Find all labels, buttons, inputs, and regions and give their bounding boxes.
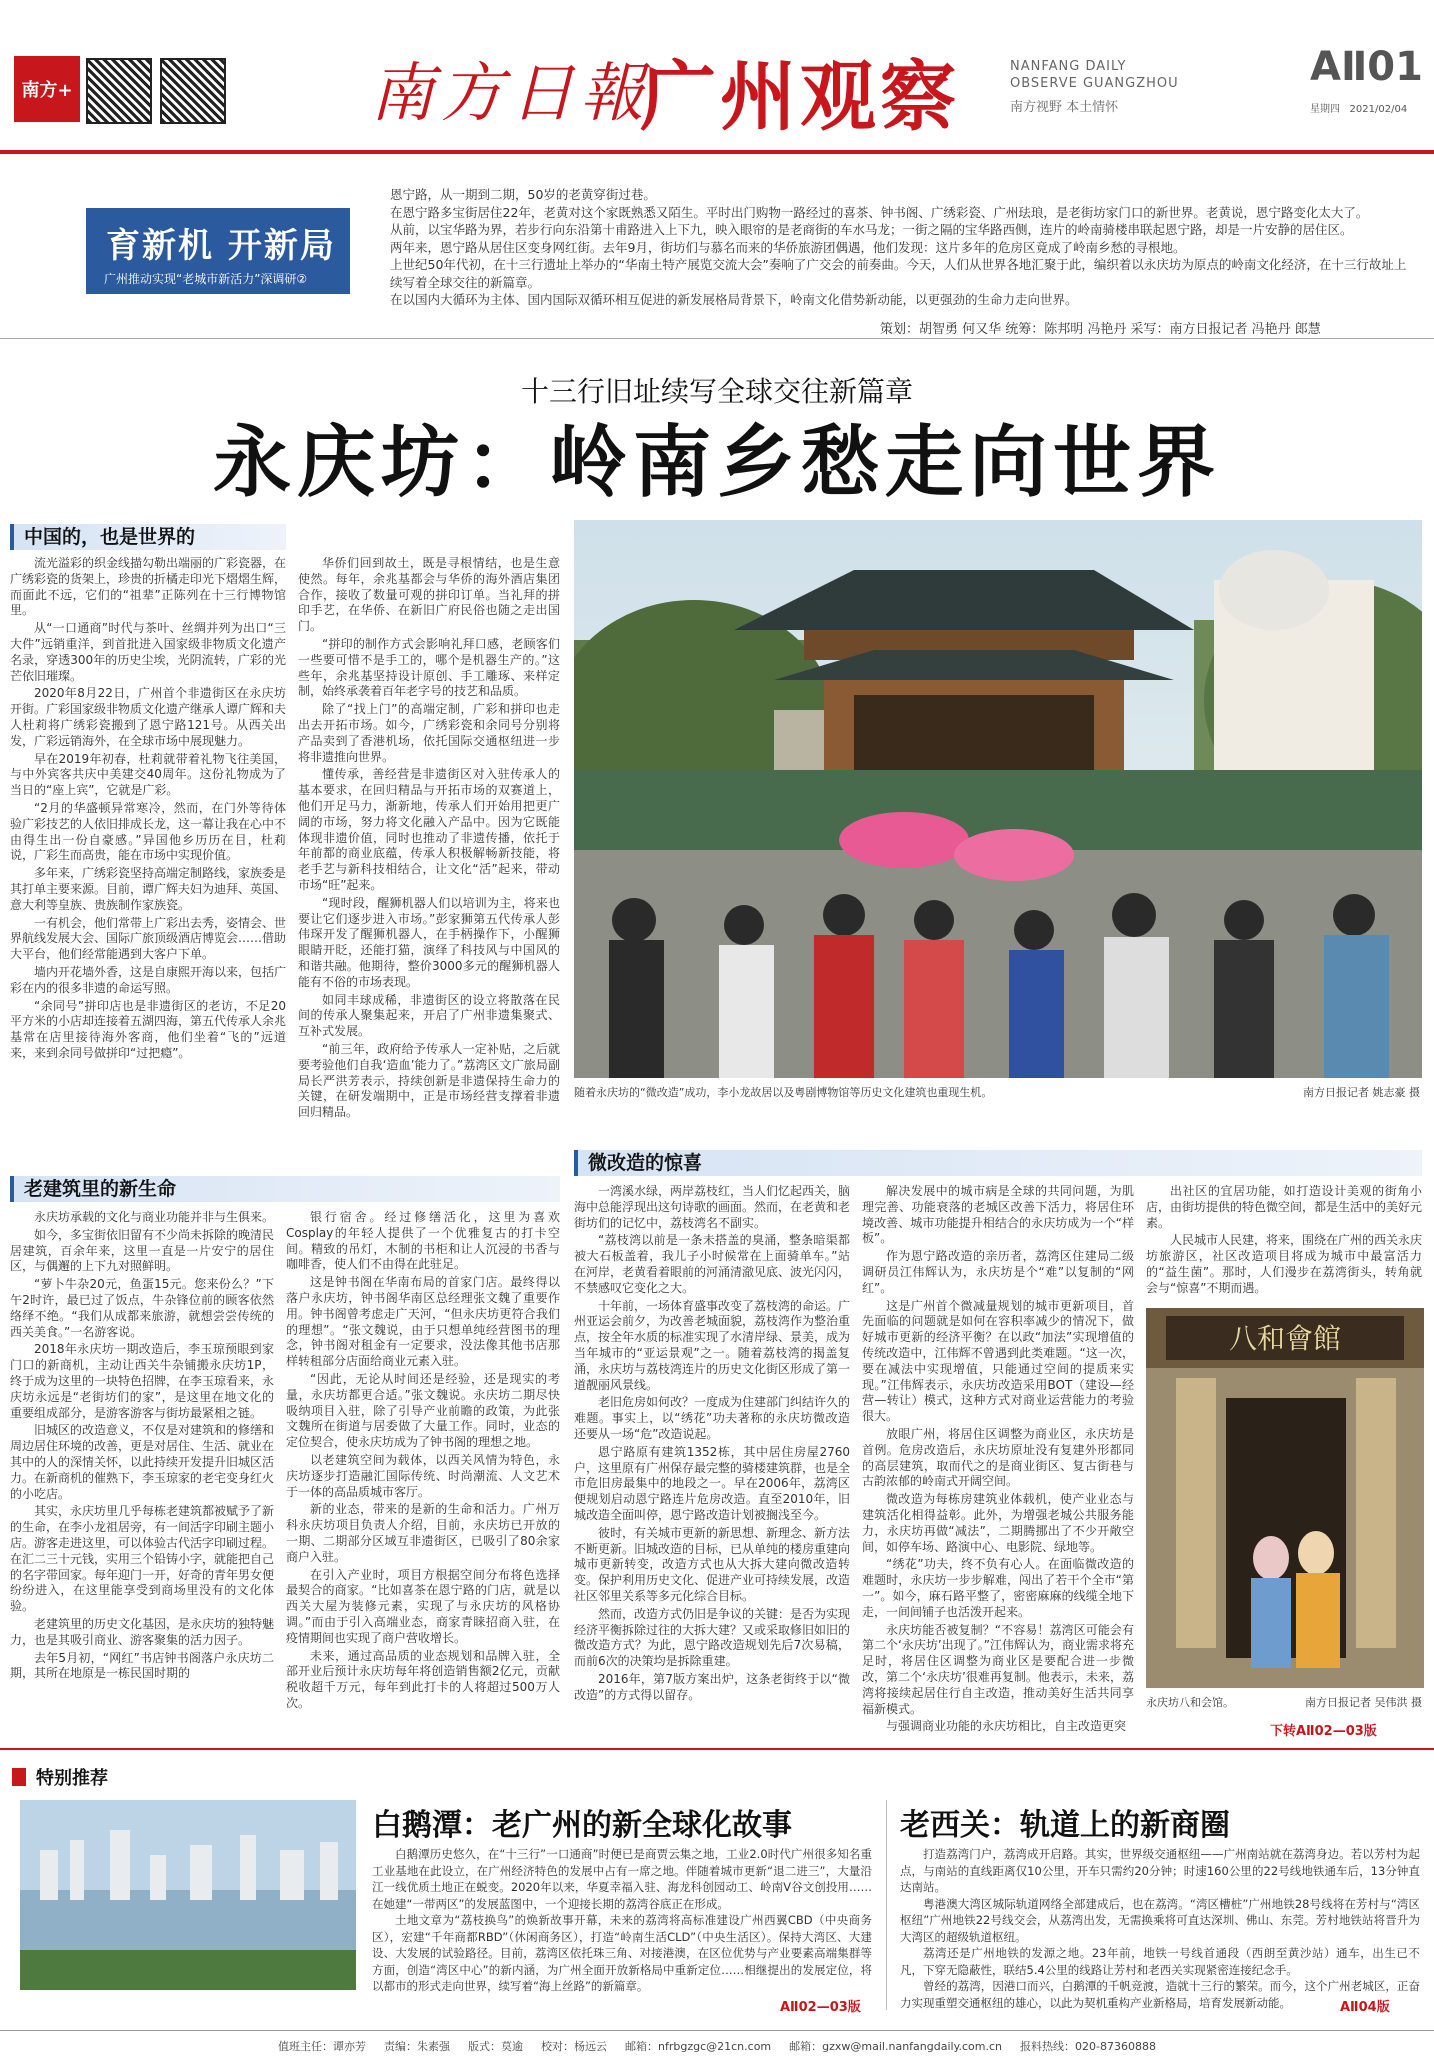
paragraph: 放眼广州，将居住区调整为商业区，永庆坊是首例。危房改造后，永庆坊原址没有复建外形都同的高层建筑，取而代之的是商业街区、复古街巷与古韵浓郁的岭南式开阔空间。 — [862, 1426, 1134, 1489]
paragraph: 老建筑里的历史文化基因，是永庆坊的独特魅力，也是其吸引商业、游客聚集的活力因子。 — [10, 1616, 275, 1647]
qr-code-1 — [86, 58, 152, 124]
paragraph: 与强调商业功能的永庆坊相比，自主改造更突 — [886, 1719, 1127, 1734]
paragraph: 华侨们回到故土，既是寻根情结，也是生意使然。每年，余兆基都会与华侨的海外酒店集团合作，接收了数量可观的拼印订单。当礼拜的拼印手艺，在华侨、在新旧广府民俗也随之走出国门。 — [298, 556, 560, 634]
footer-item: 报料热线：020-87360888 — [1020, 2040, 1156, 2053]
intro-paragraph: 在恩宁路多宝街居住22年，老黄对这个家既熟悉又陌生。平时出门购物一路经过的喜茶、钟书阁、广绣彩瓷、广州珐琅，是老街坊家门口的新世界。老黄说，恩宁路变化太大了。 — [390, 204, 1369, 220]
paragraph: 多年来，广绣彩瓷坚持高端定制路线，家族委是其打单主要来源。目前，谭广辉夫妇为迪拜、英国、意大利等皇族、贵族制作家族瓷。 — [10, 866, 287, 912]
photo-credit: 南方日报记者 姚志豪 摄 — [1303, 1086, 1420, 1099]
masthead-rule — [0, 150, 1434, 154]
column-1 — [10, 556, 286, 1064]
en-line1: NANFANG DAILY — [1010, 59, 1127, 74]
story2-text — [900, 1846, 1420, 2011]
paragraph: 未来，通过高品质的业态规划和品牌入驻，全部开业后预计永庆坊每年将创造销售额2亿元，贡献税收超千万元，每年到此打卡的人将超过500万人次。 — [286, 1648, 560, 1710]
paragraph: “现时段，醒狮机器人们以培训为主，将来也要让它们逐步进入市场。”彭家狮第五代传承人彭伟琛开发了醒狮机器人，在手柄操作下，小醒狮眼睛开眨，还能打猫，演绎了科技风与中国风的和谐共融。他期待，整价3000多元的醒狮机器人能有不俗的市场表现。 — [298, 895, 560, 989]
paragraph: 2020年8月22日，广州首个非遗街区在永庆坊开街。广彩国家级非物质文化遗产继承人谭广辉和夫人杜莉将广绣彩瓷搬到了恩宁路121号。从西关出发，广彩远销海外，在全球市场中展现魅力。 — [10, 686, 287, 748]
story1-title[interactable]: 白鹅潭：老广州的新全球化故事 — [372, 1808, 792, 1843]
paragraph: 一湾溪水绿，两岸荔枝红，当人们忆起西关，脑海中总能浮现出这句诗歌的画面。然而，在老黄和老街坊们的记忆中，荔枝湾名不副实。 — [574, 1184, 851, 1230]
section-title: 广州观察 — [640, 52, 960, 141]
footer-item: 值班主任：谭亦芳 — [278, 2040, 366, 2053]
en-line2: OBSERVE GUANGZHOU — [1010, 76, 1179, 91]
footer — [0, 2030, 1434, 2061]
paragraph: 然而，改造方式仍旧是争议的关键：是否为实现经济平衡拆除过往的大拆大建？又或采取修旧如旧的微改造方式？为此，恩宁路改造规划先后7次易稿，而前6次的决策均是拆除重建。 — [574, 1606, 851, 1669]
paragraph: 去年5月初，“网红”书店钟书阁落户永庆坊二期，其所在地原是一栋民国时期的 — [10, 1650, 274, 1681]
paragraph: 出社区的宜居功能，如打造设计美观的街角小店，由街坊提供的特色微空间，都是生活中的美好元素。 — [1146, 1184, 1423, 1230]
paragraph: 恩宁路原有建筑1352栋，其中居住房屋2760户，这里原有广州保存最完整的骑楼建筑群，也是全市危旧房最集中的地段之一。早在2006年，荔湾区便规划启动恩宁路连片危房改造。直至2010年，旧城改造全面叫停，恩宁路改造计划被搁浅至今。 — [574, 1444, 851, 1522]
paragraph: 如同丰球成稀，非遗街区的设立将散落在民间的传承人聚集起来，开启了广州非遗集聚式、互补式发展。 — [298, 992, 560, 1039]
bahe-guild-photo — [1146, 1308, 1424, 1688]
paragraph: 荔湾还是广州地铁的发源之地。23年前，地铁一号线首通段（西朗至黄沙站）通车，出生已不凡，下穿无隐蔽性，联结5.4公里的线路让芳村和老西关实现紧密连接纪念手。 — [900, 1946, 1420, 1977]
paragraph: 永庆坊承载的文化与商业功能并非与生俱来。 — [34, 1210, 275, 1224]
intro-text — [390, 186, 1410, 309]
column-s2a — [10, 1210, 274, 1684]
continued-link[interactable]: 下转AⅡ02—03版 — [1270, 1724, 1377, 1739]
paragraph: “因此，无论从时间还是经验，还是现实的考量，永庆坊都更合适。”张文魏说。永庆坊二期尽快吸纳项目入驻，除了引导产业前瞻的政策，为此张文魏所在街道与居委做了大量工作。同时，业态的定位契合，使永庆坊成为了钟书阁的理想之地。 — [286, 1371, 560, 1450]
credits: 策划：胡智勇 何又华 统筹：陈邦明 冯艳丹 采写：南方日报记者 冯艳丹 郎慧 — [880, 322, 1321, 337]
paragraph: 作为恩宁路改造的亲历者，荔湾区住建局二级调研员江伟辉认为，永庆坊是个“难”以复制的“网红”。 — [862, 1249, 1134, 1295]
qr-code-2 — [160, 58, 226, 124]
weekday: 星期四 — [1310, 104, 1340, 115]
series-badge — [86, 208, 350, 294]
paragraph: “拼印的制作方式会影响礼拜口感，老顾客们一些要可惜不是手工的，哪个是机器生产的。”这些年，余兆基坚持设计原创、手工雕琢、来样定制，始终承袭着百年老字号的技艺和品质。 — [298, 636, 560, 699]
paragraph: 其实，永庆坊里几乎每栋老建筑都被赋予了新的生命，在李小龙祖居旁，有一间活字印刷主题小店。游客走进这里，可以体验古代活字印刷过程。在汇二三十元钱，实用三个铅铸小字，就能把自己的名字带回家。每年迎门一开，好奇的青年男女便纷纷进入，在这里能享受到商场里没有的文化体验。 — [10, 1504, 275, 1614]
column-2 — [298, 556, 560, 1123]
paragraph: “前三年，政府给予传承人一定补贴，之后就要考验他们自我‘造血’能力了。”荔湾区文广旅局副局长严洪芳表示，持续创新是非遗保持生命力的关键，在研发端期中，正是市场经营支撑着非遗回归精品。 — [298, 1041, 560, 1120]
footer-item: 版式：莫逾 — [468, 2040, 523, 2053]
paragraph: 以老建筑空间为载体，以西关风情为特色，永庆坊逐步打造融汇国际传统、时尚潮流、人文艺术于一体的高品质城市客厅。 — [286, 1452, 560, 1499]
series-title: 育新机 开新局 — [106, 226, 336, 266]
special-rule — [0, 1748, 1434, 1750]
baietan-photo — [20, 1800, 356, 1990]
intro-paragraph: 从前，以宝华路为界，若步行向东沿第十甫路进入上下九，映入眼帘的是老商街的车水马龙；一街之隔的宝华路西侧，连片的岭南骑楼串联起恩宁路，却是一片安静的居住区。 — [390, 222, 1353, 237]
intro-paragraph: 在以国内大循环为主体、国内国际双循环相互促进的新发展格局背景下，岭南文化借势新动能，以更强劲的生命力走向世界。 — [390, 292, 1078, 307]
divider — [0, 338, 1434, 339]
paragraph: 新的业态，带来的是新的生命和活力。广州万科永庆坊项目负责人介绍，目前，永庆坊已开放的一期、二期部分区域互非遗街区，已吸引了80余家商户入驻。 — [286, 1502, 560, 1564]
paragraph: 早在2019年初春，杜莉就带着礼物飞往美国，与中外宾客共庆中美建交40周年。这份礼物成为了当日的“座上宾”，它就是广彩。 — [10, 751, 286, 798]
paragraph: 从“一口通商”时代与茶叶、丝绸并列为出口“三大件”远销重洋，到首批进入国家级非物质文化遗产名录，穿透300年的历史尘埃，光阴流转，广彩的光芒依旧璀璨。 — [10, 621, 286, 683]
date: 2021/02/04 — [1349, 104, 1408, 115]
footer-item: 责编：朱素强 — [384, 2040, 450, 2053]
column-s3c — [1146, 1184, 1422, 1299]
paragraph: 粤港澳大湾区城际轨道网络全部建成后，也在荔湾。“湾区槽桩”广州地铁28号线将在芳村与“湾区枢纽”广州地铁22号线交会，从荔湾出发，无需换乘将可直达深圳、佛山、东莞。芳村地铁站将晋升为大湾区的超级轨道枢纽。 — [900, 1896, 1420, 1944]
intro-paragraph: 恩宁路，从一期到二期，50岁的老黄穿街过巷。 — [390, 187, 656, 202]
paragraph: 白鹅潭历史悠久，在“十三行”一口通商”时便已是商贾云集之地，工业2.0时代广州很多知名重工业基地在此设立，在广州经济特色的发展中占有一席之地。伴随着城市更新“退二进三”，大量沿江一线优质土地正在蜕变。2020年以来，华夏幸福入驻、海龙科创园动工、岭南V谷文创投用……在她建“一带两区”的发展蓝图中，一个迎接长期的荔湾谷底正在形成。 — [372, 1847, 872, 1911]
paragraph: “萝卜牛杂20元，鱼蛋15元。您来份么？”下午2时许，最已过了饭点，牛杂锋位前的顾客依然络绎不绝。“我们从成都来旅游，就想尝尝传统的西关美食。”一名游客说。 — [10, 1277, 274, 1339]
paper-name: 南方日報 — [370, 57, 650, 131]
special-label: 特别推荐 — [36, 1768, 108, 1789]
paragraph: 墙内开花墙外香，这是自康熙开海以来，包括广彩在内的很多非遗的命运写照。 — [10, 964, 287, 995]
intro-paragraph: 两年来，恩宁路从居住区变身网红街。去年9月，街坊们与慕名而来的华侨旅游团偶遇，他们发现：这片多年的危房区竟成了岭南乡愁的寻根地。 — [390, 239, 1186, 255]
guild-sign-text: 八和會館 — [1228, 1322, 1342, 1355]
paragraph: 打造荔湾门户，荔湾成开启路。其实，世界级交通枢纽——广州南站就在荔湾身边。若以芳村为起点，与南站的直线距离仅10公里，开车只需约20分钟；时速160公里的22号线地铁通车后，13分钟直达南站。 — [900, 1847, 1420, 1894]
paragraph: 如今，多宝街依旧留有不少尚未拆除的晚清民居建筑，百余年来，这里一直是一片安宁的居住区，与偶邂的上下九对照鲜明。 — [10, 1227, 275, 1274]
paragraph: “2月的华盛顿异常寒冷，然而，在门外等待体验广彩技艺的人依旧排成长龙，这一幕让我在心中不由得生出一份自豪感。”异国他乡历历在目，杜莉说，广彩生而高贵，能在市场中实现价值。 — [10, 800, 287, 863]
photo-caption: 随着永庆坊的“微改造”成功，李小龙故居以及粤剧博物馆等历史文化建筑也重现生机。 — [574, 1086, 993, 1099]
nanfang-plus-logo: 南方+ — [14, 56, 80, 122]
paragraph: 旧城区的改造意义，不仅是对建筑和的修缮和周边居住环境的改善，更是对居住、生活、就业在其中的人的深情关怀，以此持续开发提升旧城区活力。在新商机的催熟下，李玉琼家的老宅变身红火的小吃店。 — [10, 1423, 275, 1501]
paragraph: 这是钟书阁在华南布局的首家门店。最终得以落户永庆坊，钟书阁华南区总经理张文魏了重要作用。钟书阁曾考虑走广天河，“但永庆坊更符合我们的理想”。“张文魏说，由于只想单纯经营图书的理念，钟书阁对租金有一定要求，没法像其他书店那样转租部分店面给商业元素入驻。 — [286, 1275, 560, 1369]
footer-item[interactable]: 邮箱：nfrbgzgc@21cn.com — [625, 2040, 772, 2053]
photo2-caption: 永庆坊八和会馆。 — [1146, 1696, 1234, 1709]
paragraph: 土地文章为“荔枝换鸟”的焕新故事开幕，未来的荔湾将高标准建设广州西翼CBD（中央商务区），宏建“千年商都RBD”（休闲商务区），打造“岭南生活CLD”（中央生活区）。保持大湾区、大建设、大发展的试验路径。目前，荔湾区依托珠三角、对接港澳，在区位优势与产业要素高端集群等方面，创造“湾区中心”的新内涵，为广州全面开放新格局中重新定位……相继提出的发展定位，将以都市的形式走向世界，续写着“海上丝路”的新篇章。 — [372, 1913, 872, 1993]
paragraph: “绣花”功夫，终不负有心人。在面临微改造的难题时，永庆坊一步步解难，闯出了若干个全市“第一”。如今，麻石路平整了，密密麻麻的线缆全地下走，一间间铺子也活泼开起来。 — [862, 1557, 1134, 1619]
intro-paragraph: 上世纪50年代初，在十三行遗址上举办的“华南土特产展览交流大会”奏响了广交会的前奏曲。今天，人们从世界各地汇聚于此，编织着以永庆坊为原点的岭南文化经济，在十三行故址上续写着全球交往的新篇章。 — [390, 257, 1407, 290]
page-number: AⅡ01 — [1310, 44, 1423, 90]
main-photo — [574, 520, 1422, 1078]
paragraph: 流光溢彩的织金线描勾勒出端丽的广彩瓷器，在广绣彩瓷的货架上，珍贵的折橘走印光下熠熠生辉，而面此不远，它们的“祖辈”正陈列在十三行博物馆里。 — [10, 556, 287, 618]
divider — [886, 1800, 887, 2010]
story1-link[interactable]: AⅡ02—03版 — [780, 2000, 861, 2015]
paragraph: 除了“找上门”的高端定制，广彩和拼印也走出去开拓市场。如今，广绣彩瓷和余同号分别将产品卖到了香港机场，依托国际交通枢纽进一步将非遗推向世界。 — [298, 702, 560, 764]
paragraph: 曾经的荔湾，因港口而兴，白鹅潭的千帆竞渡，造就十三行的繁荣。而今，这个广州老城区，正奋力实现重塑交通枢纽的雄心，以此为契机重构产业新格局，培育发展新动能。 — [900, 1979, 1420, 2010]
section-heading-3: 微改造的惊喜 — [574, 1150, 1422, 1176]
headline: 永庆坊：岭南乡愁走向世界 — [212, 417, 1221, 508]
column-s2b — [286, 1210, 560, 1714]
paragraph: 老旧危房如何改？一度成为住建部门纠结许久的难题。事实上，以“绣花”功夫著称的永庆坊微改造还要从一场“危”改造说起。 — [574, 1395, 851, 1441]
paragraph: 在引入产业时，项目方根据空间分布将色选择最契合的商家。“比如喜茶在恩宁路的门店，就是以西关大屋为装修元素，实现了与永庆坊的风格协调。”而由于引入高端业态，商家青睐招商入驻，在疫情期间也实现了商户营收增长。 — [286, 1567, 560, 1645]
slogan: 南方视野 本土情怀 — [1010, 100, 1119, 115]
column-s3b — [862, 1184, 1134, 1737]
story2-link[interactable]: AⅡ04版 — [1340, 2000, 1390, 2015]
column-s3a — [574, 1184, 850, 1706]
paragraph: 2018年永庆坊一期改造后，李玉琼预眼到家门口的新商机，主动让西关牛杂铺搬永庆坊1P，终于成为这里的一块特色招牌，在李玉琼看来，永庆坊永远是“老街坊们的家”，是这里在地文化的重要组成部分，是游客游客与街坊最紧相之链。 — [10, 1342, 275, 1420]
english-name — [1010, 58, 1179, 92]
issue-date — [1310, 100, 1407, 115]
paragraph: 银行宿舍。经过修缮活化，这里为喜欢Cosplay的年轻人提供了一个优雅复古的打卡空间。精致的吊灯，木制的书柜和让人沉浸的书香与咖啡香，使人们不由得在此驻足。 — [286, 1210, 560, 1272]
paragraph: 解决发展中的城市病是全球的共同问题，为肌理完善、功能衰落的老城区改善下活力，将居住环境改善、城市功能提升相结合的永庆坊成为一个“样板”。 — [862, 1184, 1134, 1246]
footer-item: 校对：杨远云 — [541, 2040, 607, 2053]
paragraph: 微改造为每栋房建筑业体载机，使产业业态与建筑活化相得益彰。此外，为增强老城公共服务能力，永庆坊再做“减法”，二期腾挪出了不少开敞空间，如停车场、路演中心、电影院、绿地等。 — [862, 1492, 1134, 1554]
series-subtitle: 广州推动实现“老城市新活力”深调研② — [104, 272, 308, 286]
section-heading-1: 中国的，也是世界的 — [10, 524, 286, 550]
paragraph: 一有机会，他们常带上广彩出去秀，姿情会、世界航线发展大会、国际广旅顶级酒店博览会……借助大平台，他们经常能遇到大客户下单。 — [10, 915, 287, 962]
paragraph: 彼时，有关城市更新的新思想、新理念、新方法不断更新。旧城改造的目标，已从单纯的楼房重建向城市更新转变，改造方式也从大拆大建向微改造转变。保护利用历史文化、促进产业可持续发展，改造社区邻里关系等多元化综合目标。 — [574, 1525, 851, 1603]
paragraph: 2016年，第7版方案出炉，这条老街终于以“微改造”的方式得以留存。 — [574, 1671, 850, 1702]
paragraph: “余同号”拼印店也是非遗街区的老访，不足20平方米的小店却连接着五湖四海，第五代传承人余兆基常在店里接待海外客商，他们坐着“飞的”远道来，来到余同号做拼印“过把瘾”。 — [10, 998, 287, 1060]
kicker: 十三行旧址续写全球交往新篇章 — [520, 375, 913, 408]
paragraph: 这是广州首个微减量规划的城市更新项目，首先面临的问题就是如何在容积率减少的情况下，做好城市更新的经济平衡？在以政“加法”实现增值的传统改造中，江伟辉不曾遇到此类难题。“这一次，要在减法中实现增值，只能通过空间的提质来实现。”江伟辉表示，永庆坊改造采用BOT（建设—经营—转让）模式，这种方式对商业运营能力的考验很大。 — [862, 1298, 1134, 1424]
section-heading-2: 老建筑里的新生命 — [10, 1176, 560, 1202]
paragraph: 人民城市人民建，将来，围绕在广州的西关永庆坊旅游区，社区改造项目将成为城市中最富活力的“益生菌”。那时，人们漫步在荔湾街头，转角就会与“惊喜”不期而遇。 — [1146, 1233, 1423, 1295]
paragraph: “荔枝湾以前是一条未搭盖的臭涌，整条暗渠都被大石板盖着，我儿子小时候常在上面骑单车。”站在河岸，老黄看着眼前的河涌清澈见底、波光闪闪，不禁感叹它变化之大。 — [574, 1233, 851, 1295]
footer-item[interactable]: 邮箱：gzxw@mail.nanfangdaily.com.cn — [789, 2040, 1003, 2053]
story1-text — [372, 1846, 872, 1995]
story2-title[interactable]: 老西关：轨道上的新商圈 — [900, 1808, 1230, 1843]
paragraph: 永庆坊能否被复制？“不容易！荔湾区可能会有第二个‘永庆坊’出现了。”江伟辉认为，商业需求将充足时，将居住区调整为商业区是要配合进一步微改，第二个‘永庆坊’很难再复制。他表示，未来，荔湾将接续起居住行自主改造，推动美好生活共同享福新模式。 — [862, 1622, 1134, 1716]
paragraph: 懂传承，善经营是非遗街区对入驻传承人的基本要求，在回归精品与开拓市场的双赛道上，他们开足马力，渐新地，传承人们开始用把更广阔的市场，努力将文化融入产品中。因为它既能体现非遗价值，同时也推动了非遗传播，依托于年前都的商业底蕴，传承人积极解畅新技能，将老手艺与新科技相结合，让文化“活”起来，带动市场“旺”起来。 — [298, 767, 560, 892]
paragraph: 十年前，一场体育盛事改变了荔枝湾的命运。广州亚运会前夕，为改善老城面貌，荔枝湾作为整治重点，按全年水质的标准实现了水清岸绿、景美，成为当年城市的“亚运景观”之一。随着荔枝湾的揭盖复涌，永庆坊与荔枝湾连片的历史文化街区形成了第一道靓丽风景线。 — [574, 1298, 851, 1392]
flag-icon — [12, 1768, 26, 1786]
photo2-credit: 南方日报记者 吴伟洪 摄 — [1305, 1696, 1422, 1709]
